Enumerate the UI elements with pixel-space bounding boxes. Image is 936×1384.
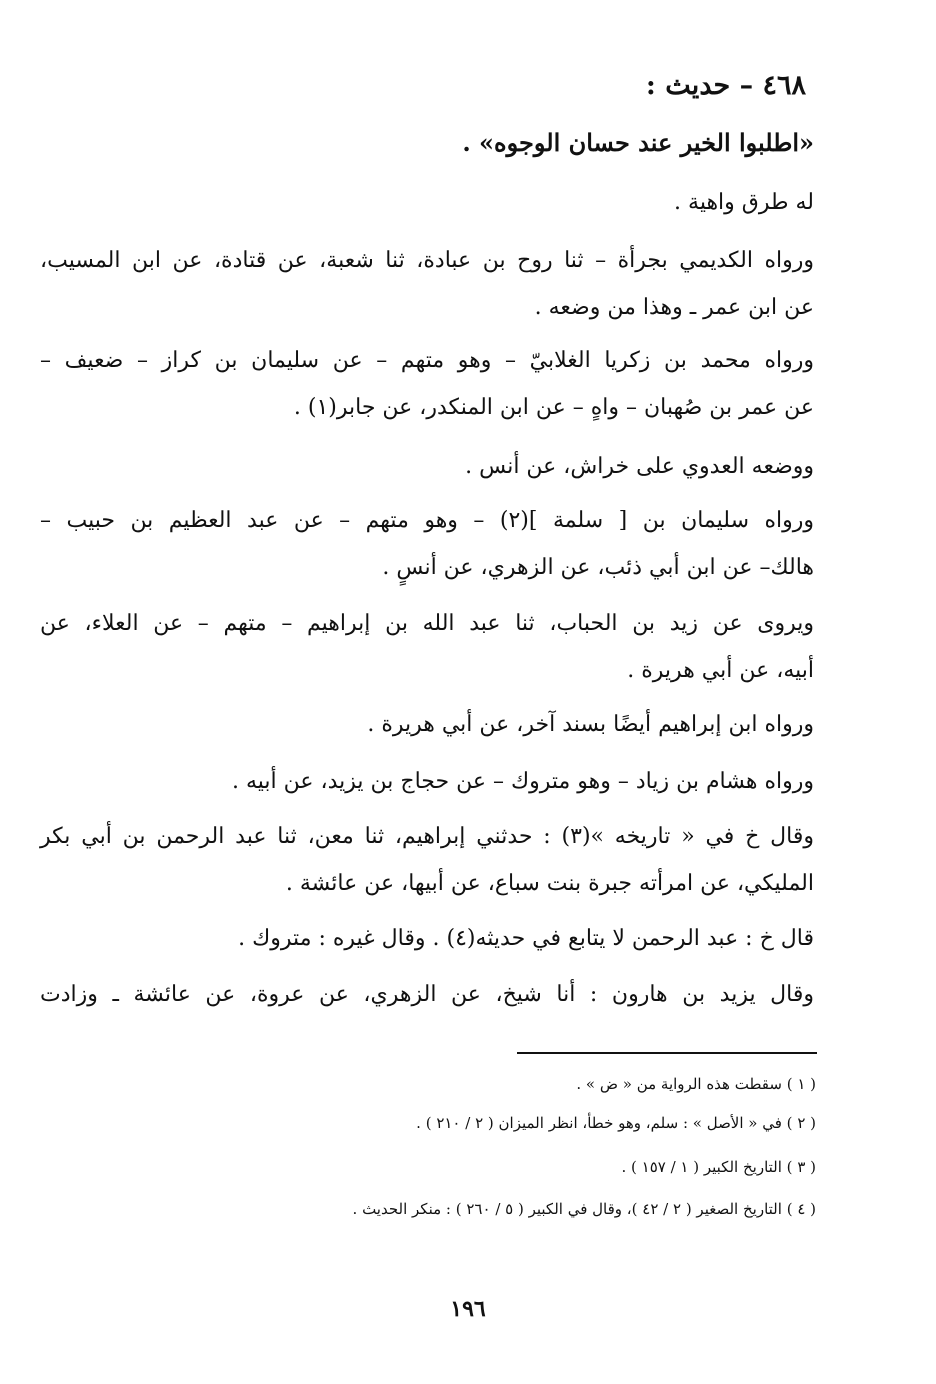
footnote: ( ٢ ) في « الأصل » : سلم، وهو خطأ، انظر الميزان ( ٢ / ٢١٠ ) .: [416, 1114, 816, 1132]
body-line: وقال خ في « تاريخه »(٣) : حدثني إبراهيم، ثنا معن، ثنا عبد الرحمن بن أبي بكر: [40, 824, 814, 849]
footnote: ( ١ ) سقطت هذه الرواية من « ض » .: [576, 1075, 816, 1093]
body-line: عن عمر بن صُهبان – واهٍ – عن ابن المنكدر، عن جابر(١) .: [293, 395, 814, 420]
page-number: ١٩٦: [450, 1296, 486, 1322]
body-line: هالك– عن ابن أبي ذئب، عن الزهري، عن أنسٍ .: [382, 555, 814, 580]
body-line: المليكي، عن امرأته جبرة بنت سباع، عن أبيها، عن عائشة .: [285, 871, 814, 896]
body-line: ووضعه العدوي على خراش، عن أنس .: [465, 454, 814, 479]
body-line: ويروى عن زيد بن الحباب، ثنا عبد الله بن إبراهيم – متهم – عن العلاء، عن: [40, 611, 814, 636]
body-line: ورواه محمد بن زكريا الغلابيّ – وهو متهم – عن سليمان بن كراز – ضعيف –: [40, 348, 814, 373]
footnote: ( ٣ ) التاريخ الكبير ( ١ / ١٥٧ ) .: [621, 1158, 816, 1176]
body-line: وقال يزيد بن هارون : أنا شيخ، عن الزهري، عن عروة، عن عائشة ـ وزادت: [40, 982, 814, 1007]
hadith-heading: ٤٦٨ – حديث :: [645, 70, 806, 101]
body-line: أبيه، عن أبي هريرة .: [627, 658, 814, 683]
footnote-separator: [517, 1052, 817, 1054]
footnote: ( ٤ ) التاريخ الصغير ( ٢ / ٤٢ )، وقال في الكبير ( ٥ / ٢٦٠ ) : منكر الحديث .: [352, 1200, 816, 1218]
body-line: له طرق واهية .: [674, 190, 814, 215]
body-line: ورواه الكديمي بجرأة – ثنا روح بن عبادة، ثنا شعبة، عن قتادة، عن ابن المسيب،: [40, 248, 814, 273]
body-line: ورواه سليمان بن [ سلمة ](٢) – وهو متهم – عن عبد العظيم بن حبيب –: [40, 508, 814, 533]
hadith-text: «اطلبوا الخير عند حسان الوجوه» .: [462, 128, 814, 157]
body-line: قال خ : عبد الرحمن لا يتابع في حديثه(٤) . وقال غيره : متروك .: [238, 926, 814, 951]
body-line: ورواه هشام بن زياد – وهو متروك – عن حجاج بن يزيد، عن أبيه .: [231, 769, 814, 794]
body-line: عن ابن عمر ـ وهذا من وضعه .: [534, 295, 814, 320]
body-line: ورواه ابن إبراهيم أيضًا بسند آخر، عن أبي هريرة .: [367, 712, 814, 737]
